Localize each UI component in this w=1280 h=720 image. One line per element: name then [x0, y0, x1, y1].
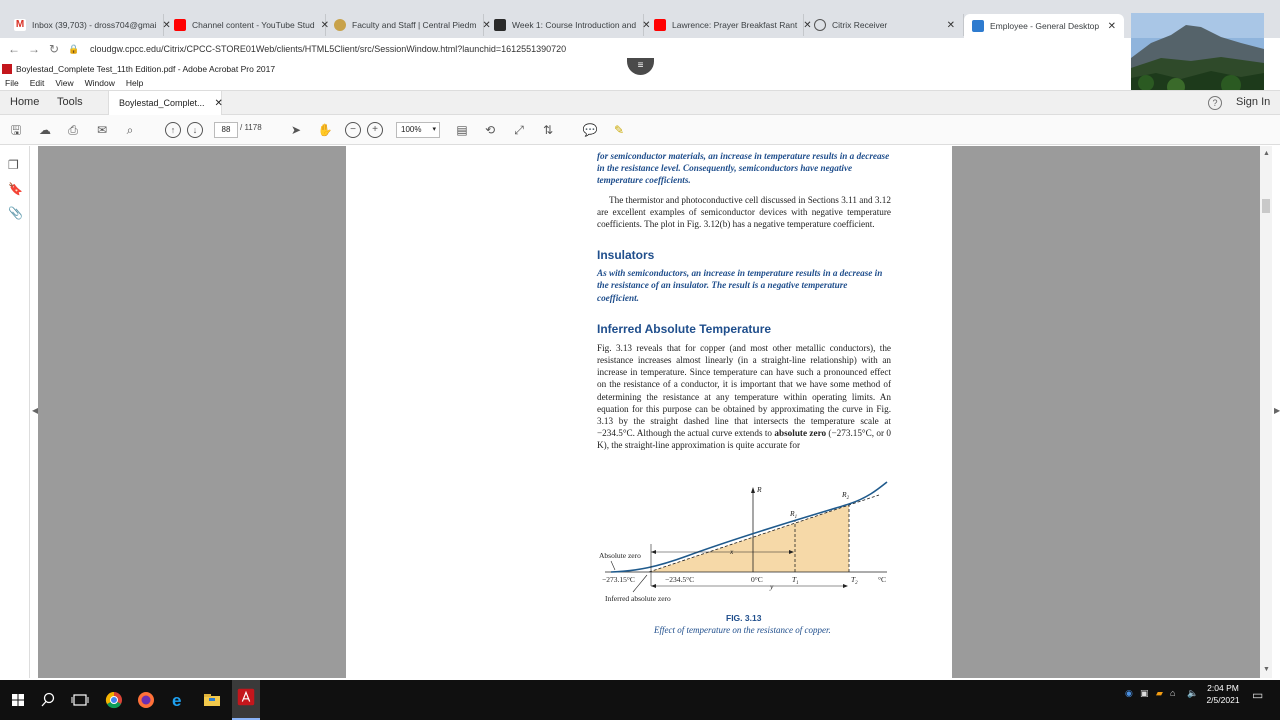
- scrollbar-thumb[interactable]: [1262, 199, 1270, 213]
- figure-caption: Effect of temperature on the resistance of copper.: [654, 625, 831, 635]
- page-display-icon[interactable]: ▤: [456, 123, 468, 137]
- fit-page-icon[interactable]: ⤢: [514, 123, 524, 137]
- search-icon[interactable]: ⌕: [126, 123, 134, 137]
- home-tab[interactable]: Home: [10, 96, 40, 108]
- axis-arrow-icon: [751, 487, 755, 493]
- task-view-icon[interactable]: [68, 688, 92, 712]
- rotate-page-icon[interactable]: ⟲: [484, 123, 496, 137]
- gmail-icon: M: [15, 19, 25, 30]
- page-total: / 1178: [240, 123, 262, 132]
- citrix-desktop-icon: [972, 20, 984, 32]
- url-field[interactable]: cloudgw.cpcc.edu/Citrix/CPCC-STORE01Web/clients/HTML5Client/src/SessionWindow.html?launchid=1612551390720: [90, 44, 567, 54]
- select-cursor-icon[interactable]: ➤: [290, 123, 302, 137]
- pdf-page: [346, 146, 952, 678]
- label-inferred-absolute-zero: Inferred absolute zero: [605, 594, 671, 603]
- tray-app-icon[interactable]: ◉: [1125, 688, 1133, 698]
- close-icon[interactable]: ✕: [162, 19, 171, 31]
- email-icon[interactable]: ✉: [96, 123, 108, 137]
- label-x: x: [730, 547, 734, 556]
- browser-tab-week1[interactable]: Week 1: Course Introduction and ✕: [486, 14, 644, 36]
- windows-start-icon[interactable]: [6, 688, 30, 712]
- scroll-mode-icon[interactable]: ⇅: [542, 123, 554, 137]
- close-icon[interactable]: ✕: [214, 97, 223, 109]
- inferred-temperature-paragraph: Fig. 3.13 reveals that for copper (and most other metallic conductors), the resistance increases almost linearly (in a straight-line relationship) with an increase in temperature. Since temperature can have such a pronounced effect on the resistance of a conductor, it is important that we have some method of determining the resistance at any temperature within operating limits. An equation for this purpose can be obtained by approximating the curve in Fig. 3.13 by the straight dashed line that intersects the temperature scale at −234.5°C. Although the actual curve extends to absolute zero (−273.15°C, or 0 K), the straight-line approximation is quite accurate for: [597, 342, 891, 451]
- insulators-heading: Insulators: [597, 248, 655, 263]
- label-r2: $R_2$: [842, 490, 850, 501]
- zoom-in-icon[interactable]: +: [367, 122, 383, 138]
- label-y: y: [770, 582, 774, 591]
- collapse-left-pane-icon[interactable]: ◀: [32, 406, 39, 415]
- windows-taskbar: [0, 680, 1280, 720]
- insulators-paragraph: As with semiconductors, an increase in temperature results in a decrease in the resistance of an insulator. The result is a negative temperature coefficient.: [597, 268, 883, 303]
- page-text-column: [597, 146, 891, 452]
- menu-edit[interactable]: Edit: [29, 78, 45, 88]
- absolute-zero-pointer: [611, 561, 615, 570]
- internet-explorer-icon[interactable]: [167, 688, 191, 712]
- youtube-icon: [174, 19, 186, 31]
- label-0c: 0°C: [751, 575, 763, 584]
- browser-tab-faculty[interactable]: Faculty and Staff | Central Piedm ✕: [326, 14, 484, 36]
- acrobat-window-title: Boylestad_Complete Test_11th Edition.pdf - Adobe Acrobat Pro 2017: [0, 62, 1280, 76]
- pdf-icon: [2, 64, 12, 74]
- highlight-pen-icon[interactable]: ✎: [613, 123, 625, 137]
- sign-in-button[interactable]: Sign In: [1236, 96, 1271, 108]
- expand-right-pane-icon[interactable]: ▶: [1274, 406, 1280, 415]
- menu-bar: [0, 76, 1280, 90]
- navigation-pane: [0, 146, 30, 678]
- label-neg-273: −273.15°C: [602, 575, 635, 584]
- svg-text:e: e: [172, 691, 182, 710]
- label-t2: $T_2$: [851, 575, 858, 586]
- arrowhead-icon: [651, 550, 656, 554]
- page-thumbnails-icon[interactable]: ❐: [8, 158, 19, 172]
- label-absolute-zero: Absolute zero: [599, 551, 641, 560]
- tray-notification-app-icon[interactable]: ▰: [1156, 688, 1163, 698]
- arrowhead-icon: [651, 584, 656, 588]
- blackboard-icon: [494, 19, 506, 31]
- document-tab[interactable]: Boylestad_Complet... ✕: [108, 91, 222, 115]
- label-neg-234: −234.5°C: [665, 575, 695, 584]
- tray-display-icon[interactable]: ▣: [1140, 688, 1149, 698]
- close-icon[interactable]: ✕: [642, 19, 651, 31]
- close-icon[interactable]: ✕: [482, 19, 491, 31]
- zoom-select[interactable]: 100% ▾: [396, 122, 440, 138]
- tools-tab[interactable]: Tools: [57, 96, 83, 108]
- arrowhead-icon: [843, 584, 848, 588]
- back-arrow-icon[interactable]: ←: [8, 42, 20, 56]
- scroll-down-arrow-icon[interactable]: ▼: [1263, 666, 1270, 673]
- firefox-icon[interactable]: [134, 688, 158, 712]
- label-deg-c: °C: [878, 575, 887, 584]
- network-icon[interactable]: ⌂: [1170, 688, 1176, 698]
- acrobat-icon: [235, 686, 257, 708]
- next-page-icon[interactable]: ↓: [187, 122, 203, 138]
- citrix-toolbar-handle-icon[interactable]: ≡: [627, 58, 654, 75]
- reload-icon[interactable]: ↻: [48, 42, 60, 56]
- file-explorer-icon[interactable]: [200, 688, 224, 712]
- browser-tab-lawrence[interactable]: Lawrence: Prayer Breakfast Rant ✕: [646, 14, 804, 36]
- home-tools-bar: [0, 90, 1280, 115]
- label-r1: $R_1$: [790, 509, 798, 520]
- comment-icon[interactable]: 💬: [582, 123, 598, 137]
- figure-number: FIG. 3.13: [726, 613, 762, 623]
- close-icon[interactable]: ✕: [803, 19, 812, 31]
- browser-tab-youtube-studio[interactable]: Channel content - YouTube Stud ✕: [166, 14, 326, 36]
- menu-file[interactable]: File: [5, 78, 19, 88]
- semiconductor-summary: for semiconductor materials, an increase in temperature results in a decrease in the resistance level. Consequently, semiconductors have negative temperature coefficients.: [597, 151, 890, 186]
- upload-cloud-icon[interactable]: ☁: [39, 123, 51, 137]
- label-r: R: [757, 485, 762, 494]
- chrome-icon[interactable]: [102, 688, 126, 712]
- zoom-out-icon[interactable]: −: [345, 122, 361, 138]
- youtube-icon: [654, 19, 666, 31]
- browser-tab-gmail[interactable]: M Inbox (39,703) - dross704@gmai ✕: [6, 14, 164, 36]
- menu-view[interactable]: View: [55, 78, 74, 88]
- acrobat-taskbar-button[interactable]: [232, 680, 260, 720]
- forward-arrow-icon[interactable]: →: [28, 42, 40, 56]
- attachment-icon[interactable]: 📎: [8, 206, 23, 220]
- address-bar: [0, 38, 1280, 60]
- citrix-icon: [814, 19, 826, 31]
- menu-window[interactable]: Window: [84, 78, 115, 88]
- print-icon[interactable]: ⎙: [68, 123, 78, 137]
- inferred-temperature-heading: Inferred Absolute Temperature: [597, 321, 772, 336]
- label-t1: $T_1$: [792, 575, 799, 586]
- close-icon[interactable]: ✕: [946, 19, 955, 31]
- browser-tab-strip: [0, 0, 1280, 38]
- system-clock[interactable]: 2:04 PM 2/5/2021: [1206, 683, 1240, 705]
- help-icon[interactable]: ?: [1208, 96, 1222, 110]
- chevron-down-icon: ▾: [432, 126, 436, 133]
- hand-tool-icon[interactable]: ✋: [317, 123, 333, 137]
- volume-icon[interactable]: 🔈: [1187, 688, 1199, 698]
- search-icon[interactable]: [36, 688, 60, 712]
- figure-3-13: [597, 482, 897, 607]
- previous-page-icon[interactable]: ↑: [165, 122, 181, 138]
- browser-tab-employee-desktop[interactable]: Employee - General Desktop ✕: [964, 14, 1124, 38]
- cpcc-icon: [334, 19, 346, 31]
- inferred-zero-pointer: [633, 575, 647, 592]
- save-icon[interactable]: 🖫: [10, 123, 22, 137]
- page-number-input[interactable]: 88: [214, 122, 238, 138]
- menu-help[interactable]: Help: [125, 78, 144, 88]
- action-center-icon[interactable]: ▭: [1252, 688, 1264, 702]
- vertical-scrollbar[interactable]: [1260, 146, 1272, 678]
- scroll-up-arrow-icon[interactable]: ▲: [1263, 150, 1270, 157]
- lock-icon[interactable]: 🔒: [68, 43, 80, 54]
- close-icon[interactable]: ✕: [320, 19, 329, 31]
- close-icon[interactable]: ✕: [1107, 20, 1116, 32]
- thermistor-paragraph: The thermistor and photoconductive cell discussed in Sections 3.11 and 3.12 are excellent examples of semiconductor devices with negative temperature coefficients. The plot in Fig. 3.12(b) has a negative temperature coefficient.: [597, 194, 891, 230]
- acrobat-toolbar: [0, 115, 1280, 145]
- bookmark-icon[interactable]: 🔖: [8, 182, 23, 196]
- browser-tab-citrix[interactable]: Citrix Receiver ✕: [806, 14, 964, 36]
